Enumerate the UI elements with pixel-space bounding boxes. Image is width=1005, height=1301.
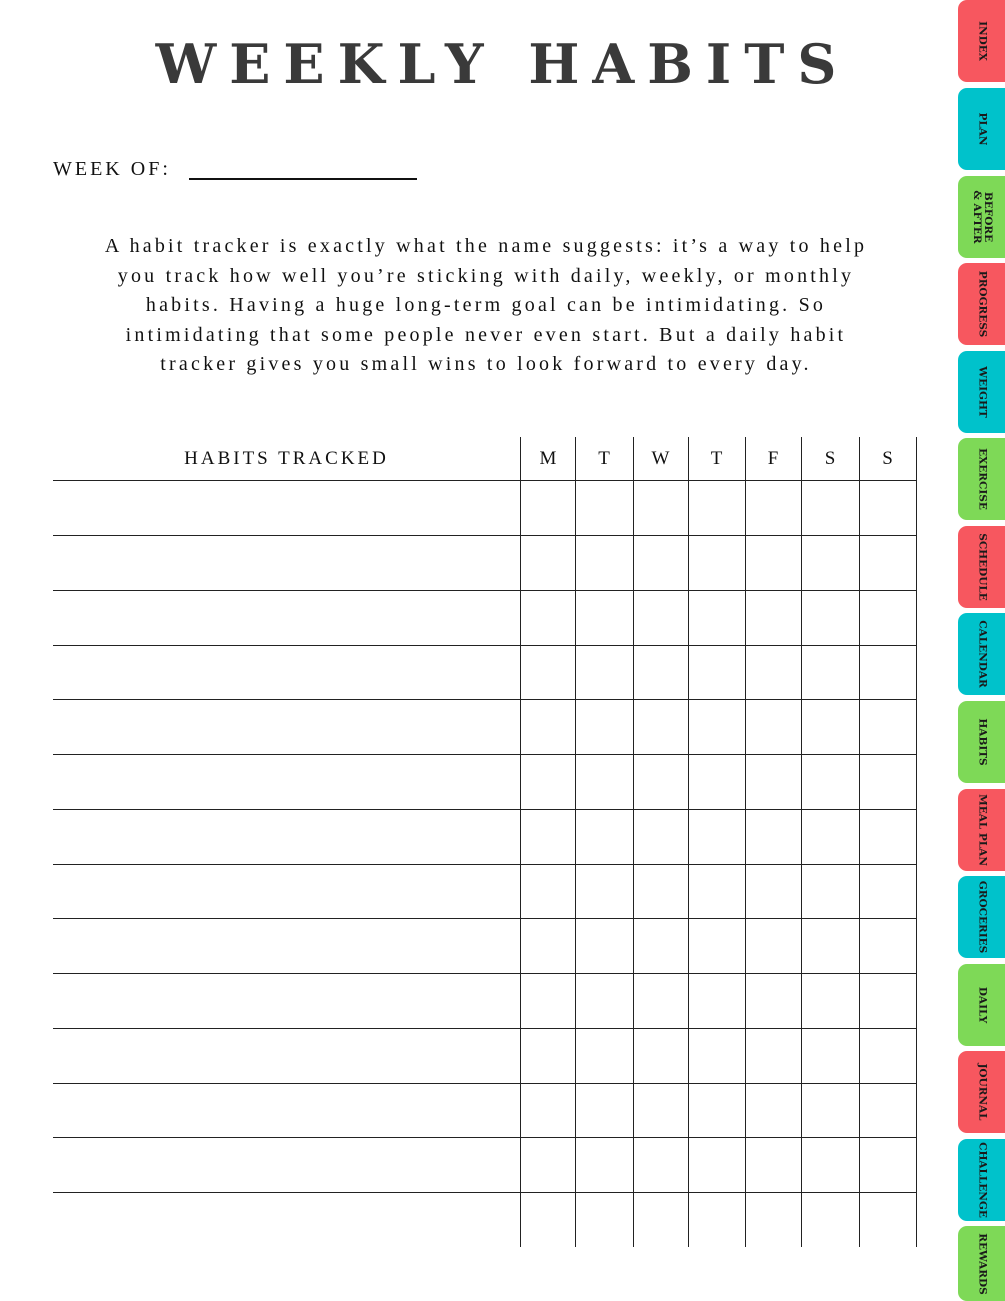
description-line: intimidating that some people never even start. But a daily habit [125,323,847,346]
table-row-line [53,535,917,536]
table-row-line [53,480,917,481]
table-row-line [53,645,917,646]
table-row-line [53,1028,917,1029]
tab-schedule[interactable] [958,526,1005,608]
tab-label: HABITS [976,718,988,766]
week-of-label: WEEK OF: [53,158,171,180]
table-row-line [53,590,917,591]
tab-rewards[interactable] [958,1226,1005,1301]
table-row-line [53,1192,917,1193]
table-column-line [801,437,802,1247]
day-header-thu: T [710,448,723,469]
day-header-fri: F [767,448,779,469]
day-header-sun: S [882,448,893,469]
table-row-line [53,754,917,755]
tab-journal[interactable] [958,1051,1005,1133]
description-line: tracker gives you small wins to look forward to every day. [160,353,812,375]
table-column-line [575,437,576,1247]
tab-label: BEFORE & AFTER [970,190,994,244]
tab-label: JOURNAL [976,1063,988,1121]
description-line: A habit tracker is exactly what the name suggests: it’s a way to help [104,235,868,257]
tab-calendar[interactable] [958,613,1005,695]
day-header-tue: T [598,448,610,469]
day-header-mon: M [539,448,557,469]
table-column-line [859,437,860,1247]
tab-meal-plan[interactable] [958,789,1005,871]
table-column-line [688,437,689,1247]
table-column-line [520,437,521,1247]
tab-progress[interactable] [958,263,1005,345]
tab-label: CHALLENGE [976,1142,988,1218]
tab-index[interactable] [958,0,1005,82]
table-row-line [53,699,917,700]
description-line: you track how well you’re sticking with daily, weekly, or monthly [117,264,855,287]
tab-label: DAILY [976,986,988,1024]
tab-challenge[interactable] [958,1139,1005,1221]
tab-label: WEIGHT [976,366,988,418]
table-row-line [53,1083,917,1084]
day-header-sat: S [824,448,836,469]
tab-label: CALENDAR [976,620,988,688]
table-column-line [633,437,634,1247]
tab-before-after[interactable] [958,176,1005,258]
tab-label: SCHEDULE [976,533,988,601]
tab-weight[interactable] [958,351,1005,433]
tab-label: PROGRESS [976,270,988,338]
description-line: habits. Having a huge long-term goal can be intimidating. So [145,294,827,316]
table-row-line [53,918,917,919]
tab-label: GROCERIES [976,880,988,954]
day-header-wed: W [651,448,670,469]
tab-label: MEAL PLAN [976,794,988,866]
tab-label: EXERCISE [976,448,988,510]
table-row-line [53,809,917,810]
tab-plan[interactable] [958,88,1005,170]
table-row-line [53,1137,917,1138]
tab-exercise[interactable] [958,438,1005,520]
table-row-line [53,973,917,974]
table-column-line [745,437,746,1247]
page-title: WEEKLY HABITS [155,32,850,96]
tab-habits[interactable] [958,701,1005,783]
table-row-line [53,864,917,865]
tab-label: REWARDS [976,1232,988,1295]
table-column-line [916,437,917,1247]
tab-label: PLAN [976,112,988,146]
tab-label: INDEX [976,21,988,61]
tab-daily[interactable] [958,964,1005,1046]
habits-tracked-header: HABITS TRACKED [184,448,389,469]
tab-groceries[interactable] [958,876,1005,958]
